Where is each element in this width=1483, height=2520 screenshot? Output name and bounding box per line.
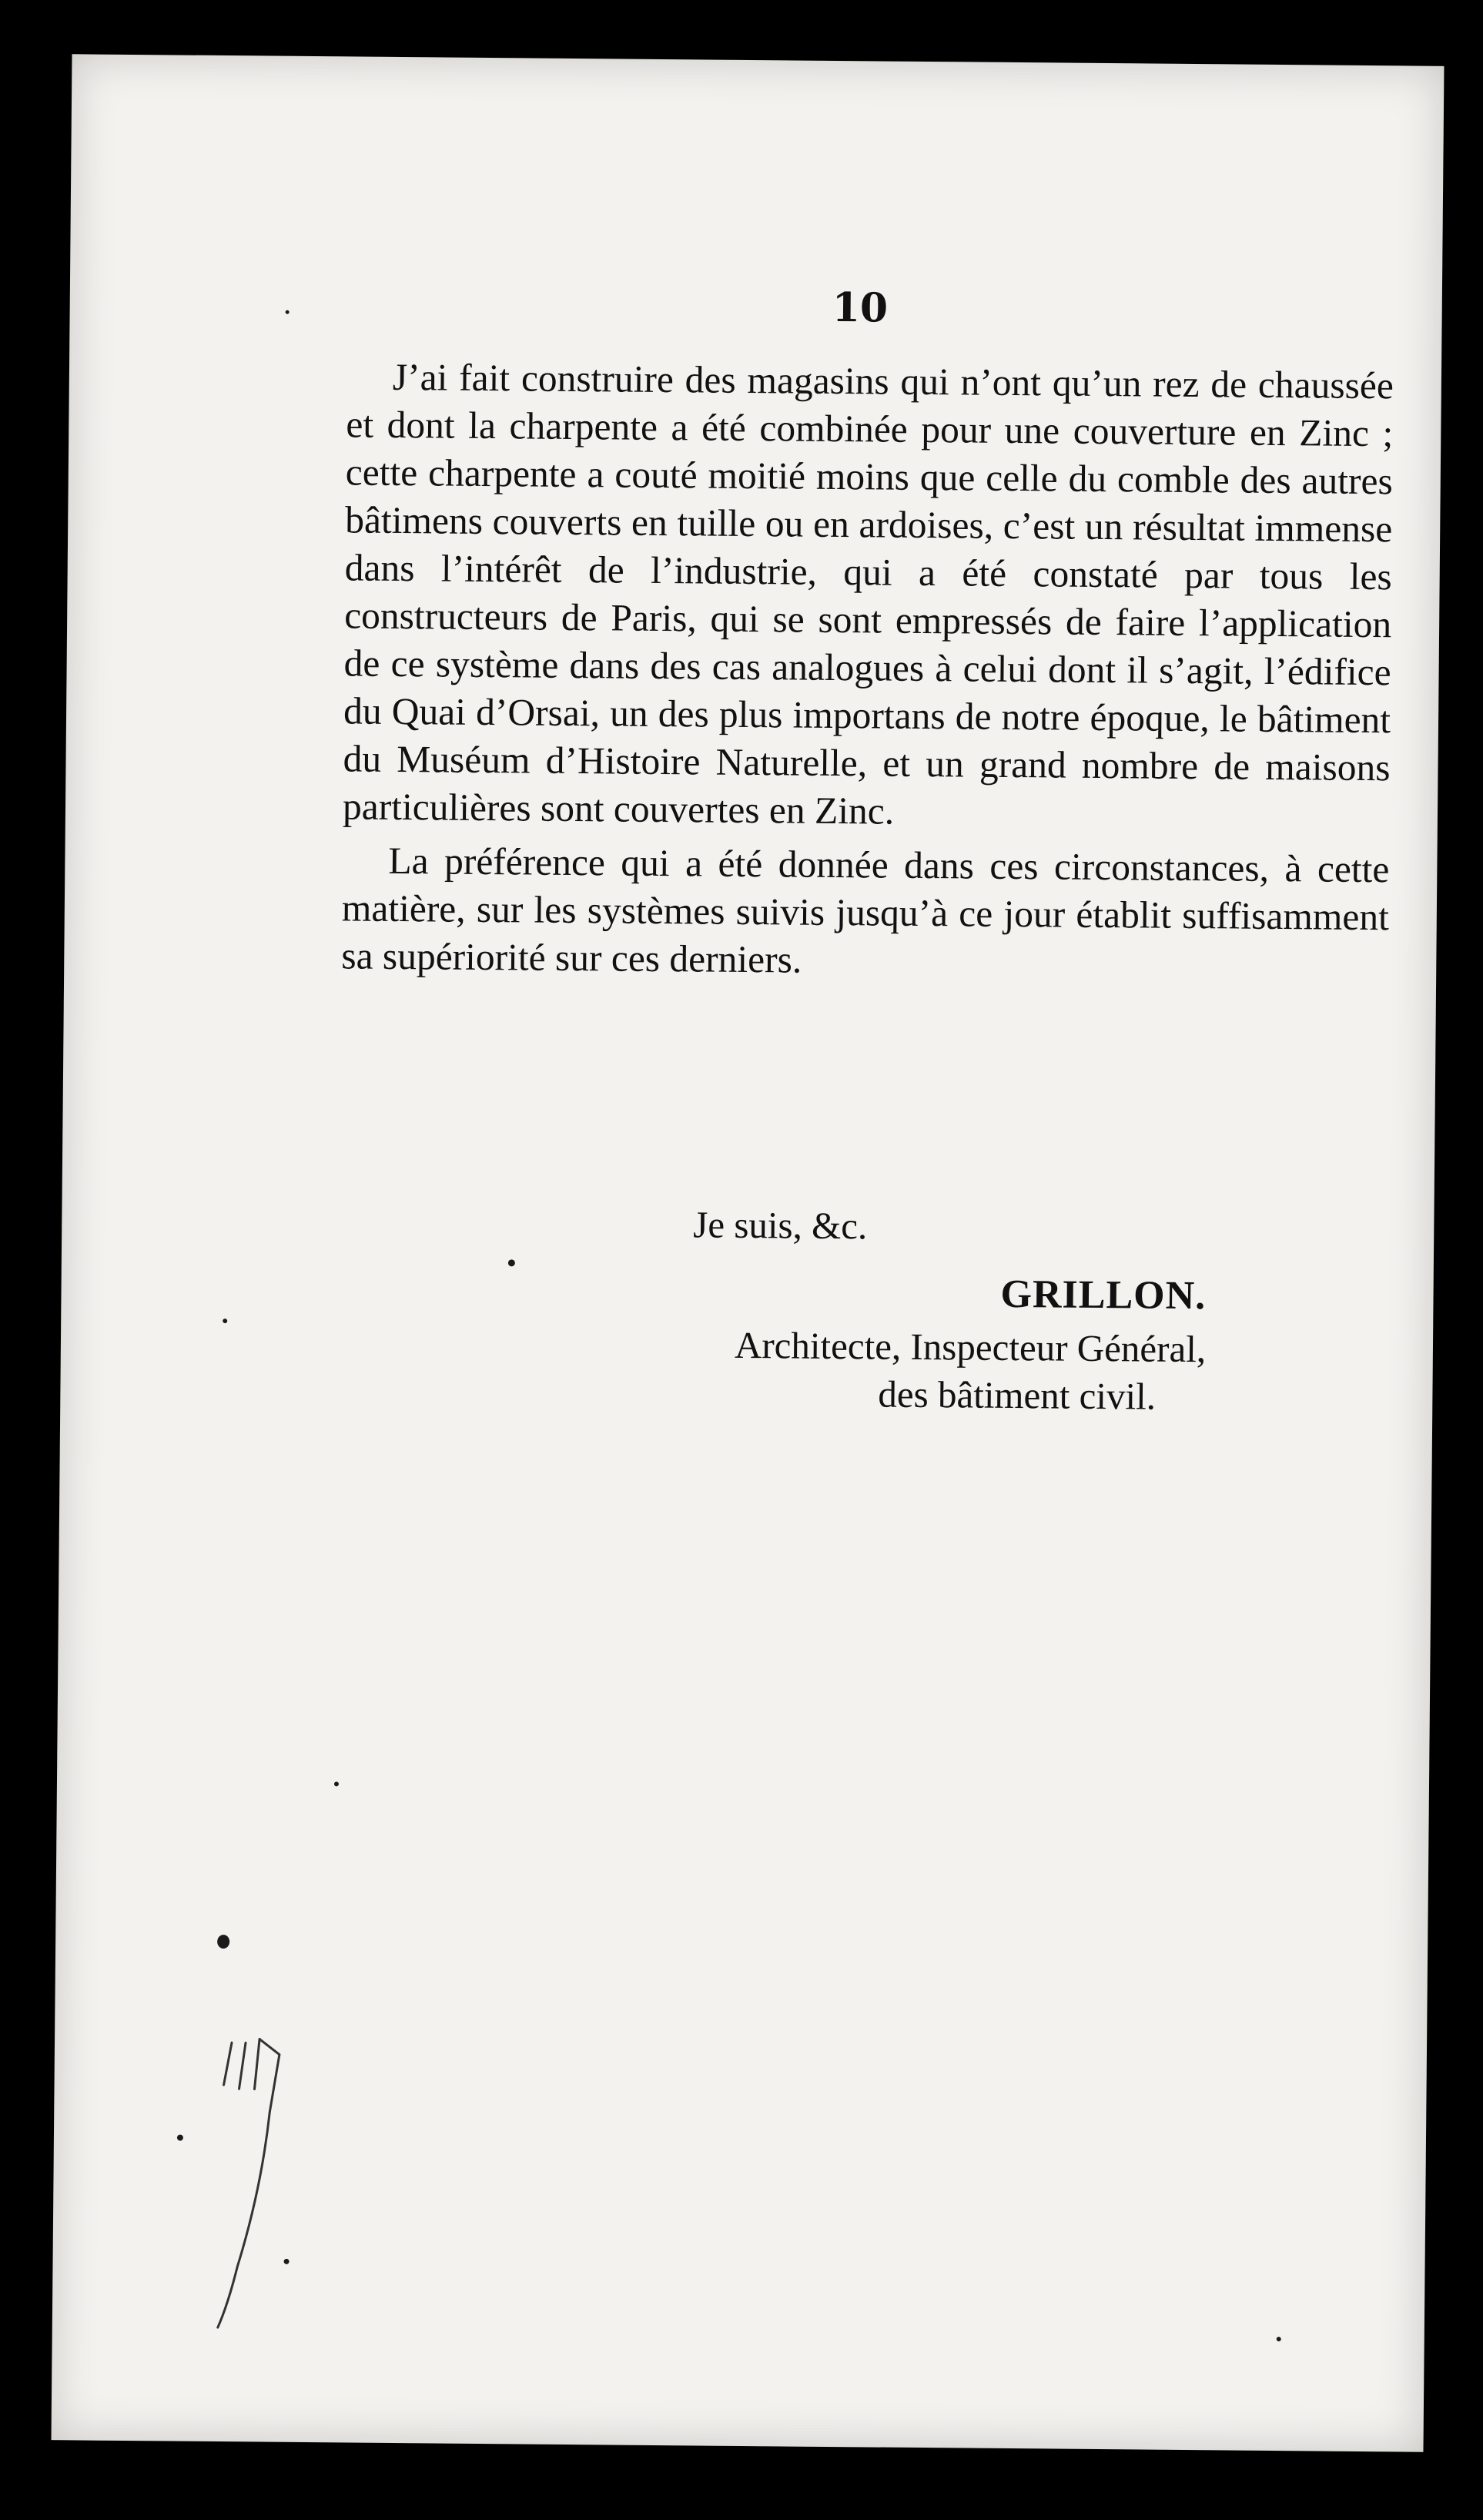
signature-name: GRILLON. xyxy=(1000,1272,1207,1319)
signer-title-continued: des bâtiment civil. xyxy=(878,1372,1157,1418)
ink-speck xyxy=(334,1781,339,1786)
ink-speck xyxy=(508,1259,515,1266)
closing-salutation: Je suis, &c. xyxy=(693,1203,868,1248)
paragraph: J’ai fait construire des magasins qui n’ont qu’un rez de chaussée et dont la charpente a été combinée pour une couverture en Zinc ; cette charpente a couté moitié moins que celle du comble des autres bâtimens couverts en tuille ou en ardoises, c’est un résultat immense dans l’intérêt de l’industrie, qui a été constaté par tous les constructeurs de Paris, qui se sont empressés de faire l’application de ce système dans des cas analogues à celui dont il s’agit, l’édifice du Quai d’Orsai, un des plus importans de notre époque, le bâtiment du Muséum d’Histoire Naturelle, et un grand nombre de maisons particulières sont couvertes en Zinc. xyxy=(342,355,1394,833)
page-number: 10 xyxy=(832,283,889,332)
ink-speck xyxy=(217,1935,229,1949)
signer-title: Architecte, Inspecteur Général, xyxy=(734,1323,1207,1371)
document-page xyxy=(52,54,1445,2451)
ink-speck xyxy=(223,1319,227,1323)
ink-speck xyxy=(177,2135,183,2141)
pencil-scribble-mark xyxy=(206,2012,394,2337)
body-text xyxy=(341,353,1394,989)
paragraph: La préférence qui a été donnée dans ces circonstances, à cette matière, sur les systèmes suivis jusqu’à ce jour établit suffisamment sa supériorité sur ces derniers. xyxy=(341,839,1390,981)
ink-speck xyxy=(1277,2337,1281,2341)
ink-speck xyxy=(286,310,290,314)
